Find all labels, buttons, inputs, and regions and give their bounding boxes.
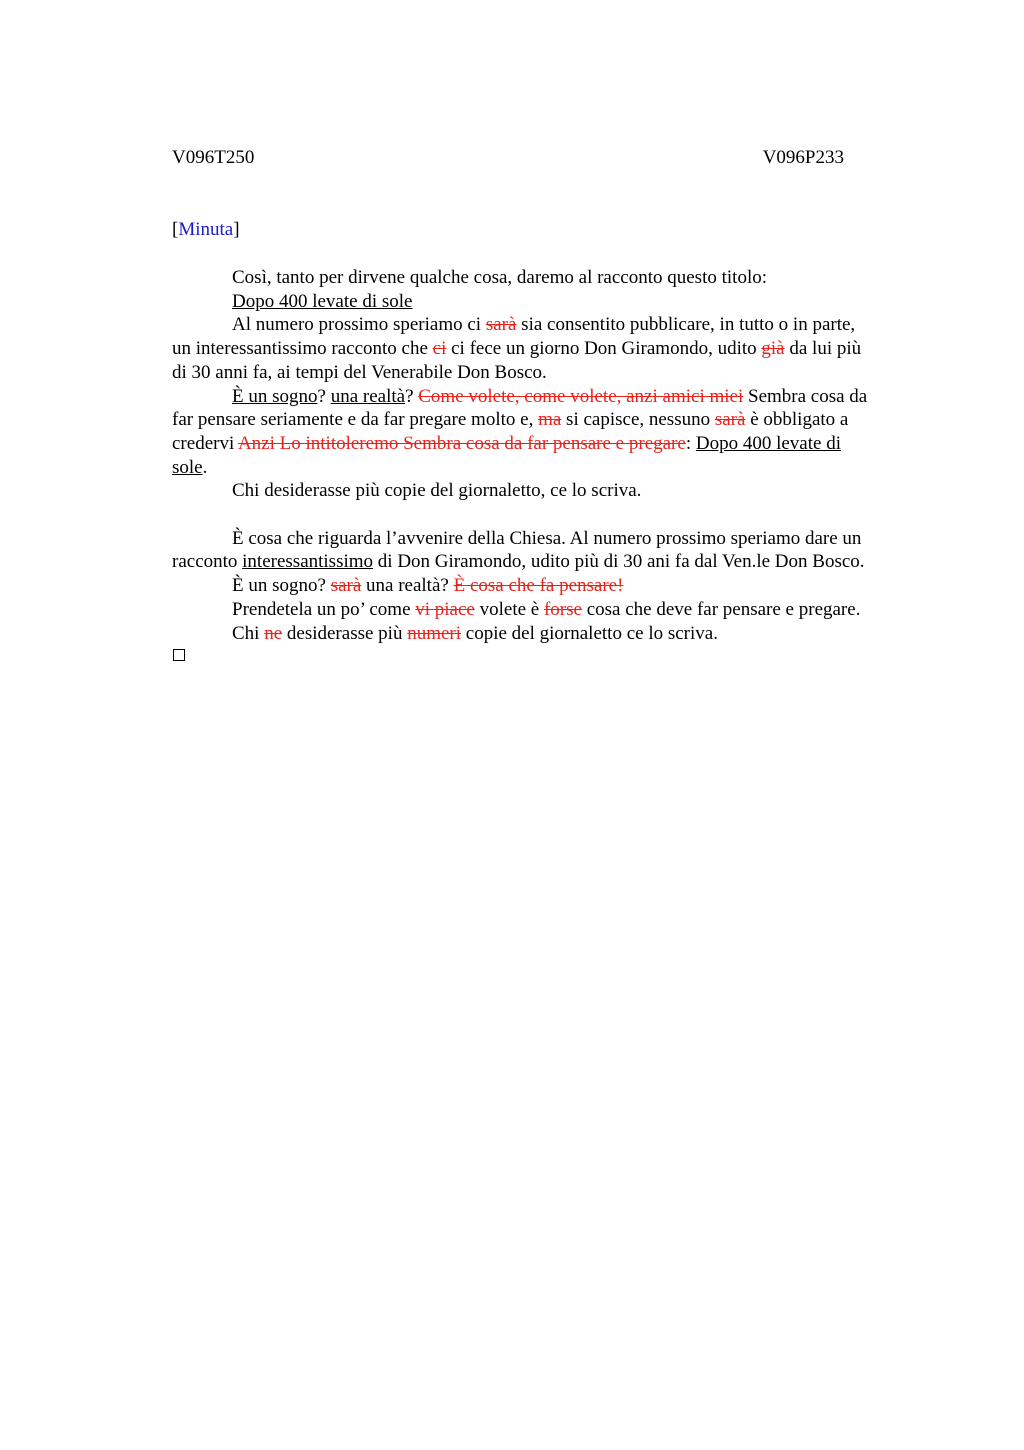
deletion: ma — [538, 409, 562, 431]
line-4-b: ci fece un giorno Don Giramondo, udito — [446, 338, 762, 360]
line-7-a: far pensare seriamente e da far pregare molto e, — [172, 409, 539, 431]
text-line-4 — [172, 337, 932, 361]
text-line-15 — [172, 622, 932, 646]
text-line-5 — [172, 361, 932, 385]
deletion: ne — [264, 622, 283, 644]
line-8-b: : — [685, 432, 696, 454]
deletion: vi piace — [415, 598, 475, 620]
line-15-c: copie del giornaletto ce lo scriva. — [461, 622, 718, 644]
line-11-text: È cosa che riguarda l’avvenire della Chiesa. Al numero prossimo speriamo dare un — [232, 527, 862, 549]
line-15-b: desiderasse più — [282, 622, 408, 644]
line-6-b: Sembra cosa da — [743, 385, 868, 407]
line-4-a: un interessantissimo racconto che — [172, 338, 433, 360]
text-line-14 — [172, 598, 932, 622]
manuscript-body — [172, 266, 932, 645]
line-8-a: credervi — [172, 432, 238, 454]
line-12-a: racconto — [172, 551, 243, 573]
paragraph-gap — [172, 503, 932, 527]
underlined-text: sole — [172, 456, 203, 478]
text-line-1 — [172, 266, 932, 290]
line-7-c: è obbligato a — [745, 409, 849, 431]
line-6-q2: ? — [405, 385, 419, 407]
minuta-close-bracket: ] — [233, 219, 240, 240]
underlined-text: una realtà — [330, 385, 406, 407]
deletion: sarà — [330, 575, 362, 597]
text-line-2 — [172, 290, 932, 314]
minuta-tag — [172, 218, 240, 242]
line-13-a: È un sogno? — [232, 575, 331, 597]
line-9-b: . — [202, 456, 208, 478]
line-15-a: Chi — [232, 622, 265, 644]
deletion: numeri — [407, 622, 462, 644]
minuta-open-bracket: [ — [172, 219, 179, 240]
line-13-b: una realtà? — [361, 575, 454, 597]
deletion: Come volete, come volete, anzi amici miei — [418, 385, 744, 407]
document-code-right: V096P233 — [762, 147, 844, 168]
line-5-text: di 30 anni fa, ai tempi del Venerabile Don Bosco. — [172, 361, 547, 383]
deletion: Anzi Lo intitoleremo Sembra cosa da far pensare e pregare — [237, 432, 686, 454]
deletion: ci — [432, 338, 447, 360]
deletion: sarà — [714, 409, 746, 431]
text-line-9 — [172, 456, 932, 480]
text-line-6 — [172, 385, 932, 409]
text-line-10 — [172, 479, 932, 503]
line-3-a: Al numero prossimo speriamo ci — [232, 314, 486, 336]
text-line-7 — [172, 408, 932, 432]
line-3-b: sia consentito pubblicare, in tutto o in parte, — [516, 314, 856, 336]
line-14-b: volete è — [474, 598, 544, 620]
line-6-q1: ? — [317, 385, 331, 407]
underlined-text: interessantissimo — [242, 551, 374, 573]
end-marker-square-icon — [173, 649, 185, 661]
text-line-3 — [172, 313, 932, 337]
text-line-11 — [172, 527, 932, 551]
underlined-text: È un sogno — [232, 385, 318, 407]
text-line-8 — [172, 432, 932, 456]
minuta-label: Minuta — [178, 219, 234, 240]
deletion: sarà — [485, 314, 517, 336]
line-1-text: Così, tanto per dirvene qualche cosa, daremo al racconto questo titolo: — [232, 267, 767, 288]
line-12-b: di Don Giramondo, udito più di 30 ani fa dal Ven.le Don Bosco. — [373, 551, 865, 573]
line-10-text: Chi desiderasse più copie del giornaletto, ce lo scriva. — [232, 480, 642, 502]
deletion: È cosa che fa pensare! — [453, 575, 624, 597]
page-header — [172, 146, 844, 170]
deletion: già — [761, 338, 785, 360]
underlined-text: Dopo 400 levate di — [695, 432, 841, 454]
document-code-left: V096T250 — [172, 147, 255, 168]
line-14-a: Prendetela un po’ come — [232, 598, 416, 620]
text-line-12 — [172, 550, 932, 574]
line-4-c: da lui più — [784, 338, 862, 360]
story-title: Dopo 400 levate di sole — [232, 290, 413, 312]
deletion: forse — [543, 598, 582, 620]
text-line-13 — [172, 574, 932, 598]
line-14-c: cosa che deve far pensare e pregare. — [581, 598, 861, 620]
line-7-b: si capisce, nessuno — [561, 409, 715, 431]
